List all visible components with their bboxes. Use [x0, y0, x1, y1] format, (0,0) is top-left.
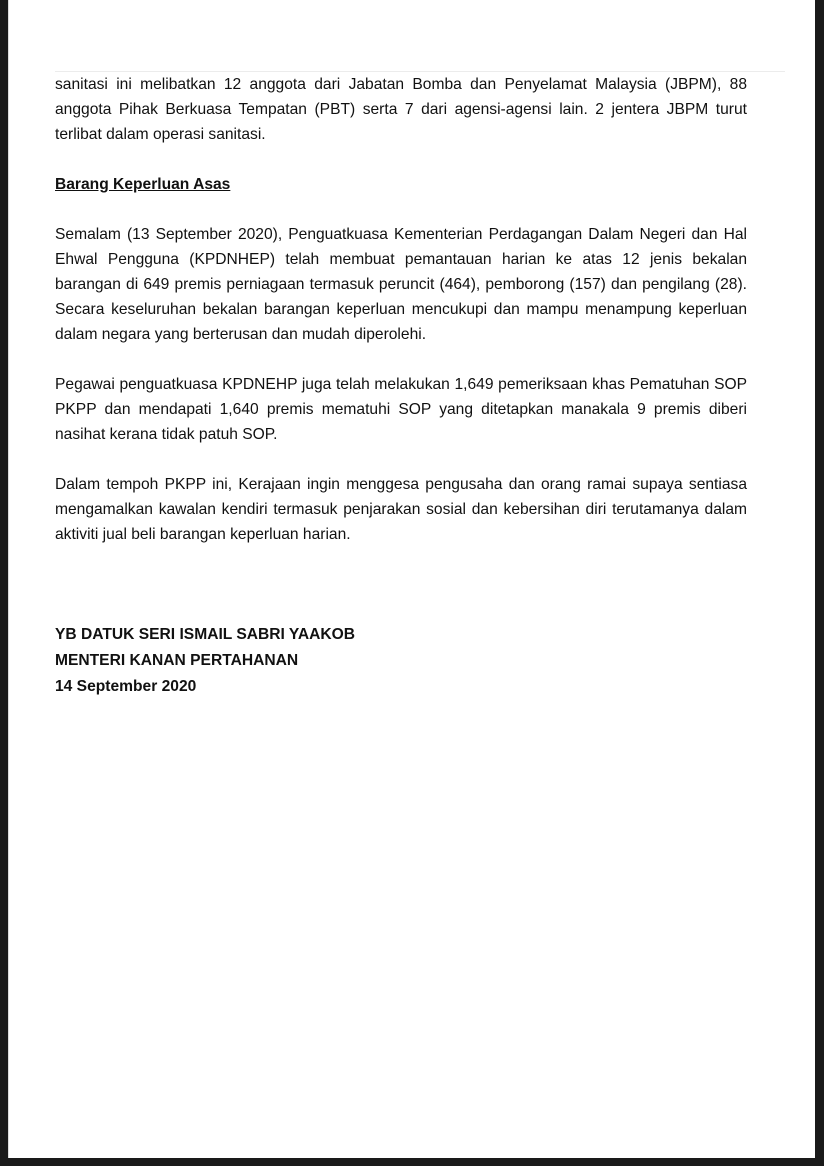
signature-block: [55, 622, 747, 700]
signatory-title: MENTERI KANAN PERTAHANAN: [55, 652, 299, 669]
paragraph-monitoring: Semalam (13 September 2020), Penguatkuasa Kementerian Perdagangan Dalam Negeri dan Hal Ehwal Pengguna (KPDNHEP) telah membuat pemantauan harian ke atas 12 jenis bekalan barangan di 649 premis perniagaan termasuk peruncit (464), pemborong (157) dan pengilang (28). Secara keseluruhan bekalan barangan keperluan mencukupi dan mampu menampung keperluan dalam negara yang berterusan dan mudah diperolehi.: [55, 226, 747, 343]
paragraph-advice: Dalam tempoh PKPP ini, Kerajaan ingin menggesa pengusaha dan orang ramai supaya sentiasa mengamalkan kawalan kendiri termasuk penjarakan sosial dan kebersihan diri terutamanya dalam aktiviti jual beli barangan keperluan harian.: [55, 476, 747, 543]
paragraph-sanitation: sanitasi ini melibatkan 12 anggota dari Jabatan Bomba dan Penyelamat Malaysia (JBPM), 88 anggota Pihak Berkuasa Tempatan (PBT) serta 7 dari agensi-agensi lain. 2 jentera JBPM turut terlibat dalam operasi sanitasi.: [55, 76, 747, 143]
signature-date: 14 September 2020: [55, 678, 197, 695]
paragraph-inspection: Pegawai penguatkuasa KPDNEHP juga telah melakukan 1,649 pemeriksaan khas Pematuhan SOP PKPP dan mendapati 1,640 premis mematuhi SOP yang ditetapkan manakala 9 premis diberi nasihat kerana tidak patuh SOP.: [55, 376, 747, 443]
document-page: [8, 0, 815, 1158]
section-heading: Barang Keperluan Asas: [55, 176, 231, 193]
document-body: [55, 72, 747, 700]
signatory-name: YB DATUK SERI ISMAIL SABRI YAAKOB: [55, 626, 356, 643]
